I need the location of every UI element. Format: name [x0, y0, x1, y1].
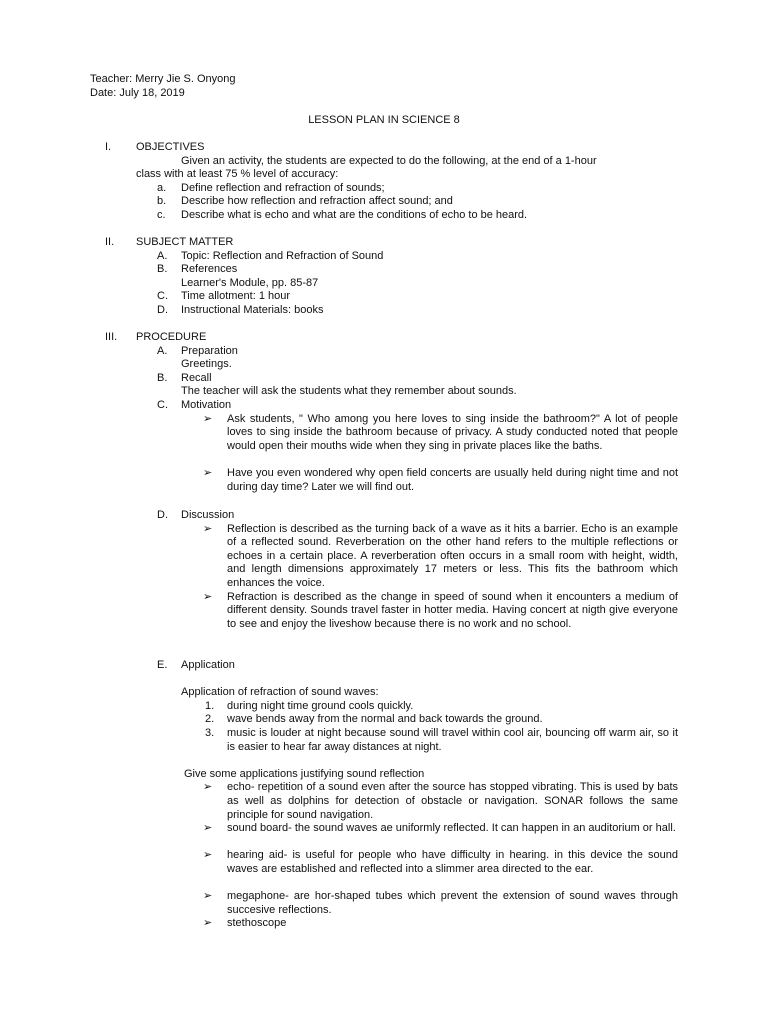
- subsection-text: Greetings.: [181, 358, 232, 371]
- list-label: A.: [157, 344, 168, 357]
- section-numeral: I.: [105, 141, 112, 153]
- reflection-heading: Give some applications justifying sound reflection: [184, 767, 425, 780]
- numbered-label: 2.: [205, 713, 215, 726]
- list-item: Define reflection and refraction of sounds;: [181, 181, 385, 194]
- section-heading: SUBJECT MATTER: [136, 236, 234, 248]
- list-item: Describe what is echo and what are the conditions of echo to be heard.: [181, 209, 528, 221]
- list-item: Describe how reflection and refraction affect sound; and: [181, 195, 453, 208]
- list-label: D.: [157, 304, 168, 316]
- document-header: [90, 73, 236, 100]
- bullet-text: sound board- the sound waves ae uniformly reflected. It can happen in an auditorium or hall.: [227, 822, 676, 835]
- arrow-bullet-icon: ➢: [203, 522, 213, 535]
- list-item: References: [181, 263, 238, 276]
- numbered-item: during night time ground cools quickly.: [227, 699, 414, 712]
- refraction-heading: Application of refraction of sound waves:: [181, 686, 379, 699]
- date-line: Date: July 18, 2019: [90, 86, 185, 99]
- subsection-heading: Application: [181, 659, 235, 671]
- subsection-heading: Preparation: [181, 344, 238, 357]
- list-item: Learner's Module, pp. 85-87: [181, 276, 319, 289]
- list-label: E.: [157, 659, 168, 671]
- list-item: Topic: Reflection and Refraction of Sound: [181, 249, 384, 262]
- list-label: B.: [157, 263, 168, 276]
- list-label: c.: [157, 209, 166, 221]
- numbered-item: wave bends away from the normal and back towards the ground.: [227, 713, 543, 726]
- bullet-text: Reflection is described as the turning back of a wave as it hits a barrier. Echo is an example of a reflected sound. Reverberation on the other hand refers to the multiple reflections or echoes in a certain place. A reverberation often occurs in a small room with height, width, and length dimensions approximately 17 meters or less. This fits the bathroom which enhances the voice.: [227, 522, 678, 589]
- list-label: C.: [157, 290, 168, 303]
- list-item: Time allotment: 1 hour: [181, 290, 291, 303]
- bullet-text: Have you even wondered why open field concerts are usually held during night time and not during day time? Later we will find out.: [227, 467, 678, 493]
- bullet-text: Ask students, " Who among you here loves to sing inside the bathroom?" A lot of people loves to sing inside the bathroom because of privacy. A study conducted noted that people would open their mouths wide when they sing in private places like the baths.: [227, 412, 678, 452]
- section-heading: PROCEDURE: [136, 331, 207, 343]
- bullet-text: hearing aid- is useful for people who have difficulty in hearing. in this device the sound waves are established and reflected into a slimmer area directed to the ear.: [227, 849, 678, 875]
- subsection-text: The teacher will ask the students what they remember about sounds.: [181, 385, 517, 398]
- arrow-bullet-icon: ➢: [203, 412, 213, 425]
- subsection-heading: Discussion: [181, 509, 235, 521]
- list-label: A.: [157, 249, 168, 262]
- list-label: D.: [157, 509, 168, 521]
- list-item: Instructional Materials: books: [181, 304, 324, 316]
- teacher-line: Teacher: Merry Jie S. Onyong: [90, 73, 236, 85]
- arrow-bullet-icon: ➢: [203, 590, 213, 603]
- arrow-bullet-icon: ➢: [203, 467, 213, 479]
- subsection-heading: Recall: [181, 371, 212, 384]
- list-label: B.: [157, 371, 168, 384]
- bullet-text: megaphone- are hor-shaped tubes which prevent the extension of sound waves through succesive reflections.: [227, 890, 678, 916]
- list-label: C.: [157, 399, 168, 411]
- section-numeral: III.: [105, 331, 118, 343]
- numbered-label: 1.: [205, 699, 215, 712]
- objectives-intro-line-1: Given an activity, the students are expected to do the following, at the end of a 1-hour: [181, 154, 597, 167]
- arrow-bullet-icon: ➢: [203, 822, 213, 835]
- subsection-heading: Motivation: [181, 399, 232, 411]
- objectives-intro-line-2: class with at least 75 % level of accuracy:: [136, 168, 339, 181]
- numbered-label: 3.: [205, 727, 215, 739]
- section-numeral: II.: [105, 236, 115, 248]
- list-label: a.: [157, 181, 167, 194]
- lesson-plan-title: LESSON PLAN IN SCIENCE 8: [308, 114, 460, 126]
- arrow-bullet-icon: ➢: [203, 917, 213, 930]
- numbered-item: music is louder at night because sound will travel within cool air, bouncing off warm air, so it is easier to hear far away distances at night.: [227, 727, 678, 753]
- bullet-text: Refraction is described as the change in speed of sound when it encounters a medium of different density. Sounds travel faster in hotter media. Having concert at nigth give everyone to see and enjoy the liveshow because there is no work and no school.: [227, 590, 678, 630]
- arrow-bullet-icon: ➢: [203, 890, 213, 903]
- list-label: b.: [157, 195, 167, 208]
- bullet-text: echo- repetition of a sound even after the source has stopped vibrating. This is used by bats as well as dolphins for detection of obstacle or navigation. SONAR follows the same principle for sound navigation.: [227, 781, 678, 821]
- section-heading: OBJECTIVES: [136, 141, 205, 153]
- arrow-bullet-icon: ➢: [203, 781, 213, 794]
- arrow-bullet-icon: ➢: [203, 849, 213, 862]
- bullet-text: stethoscope: [227, 917, 287, 930]
